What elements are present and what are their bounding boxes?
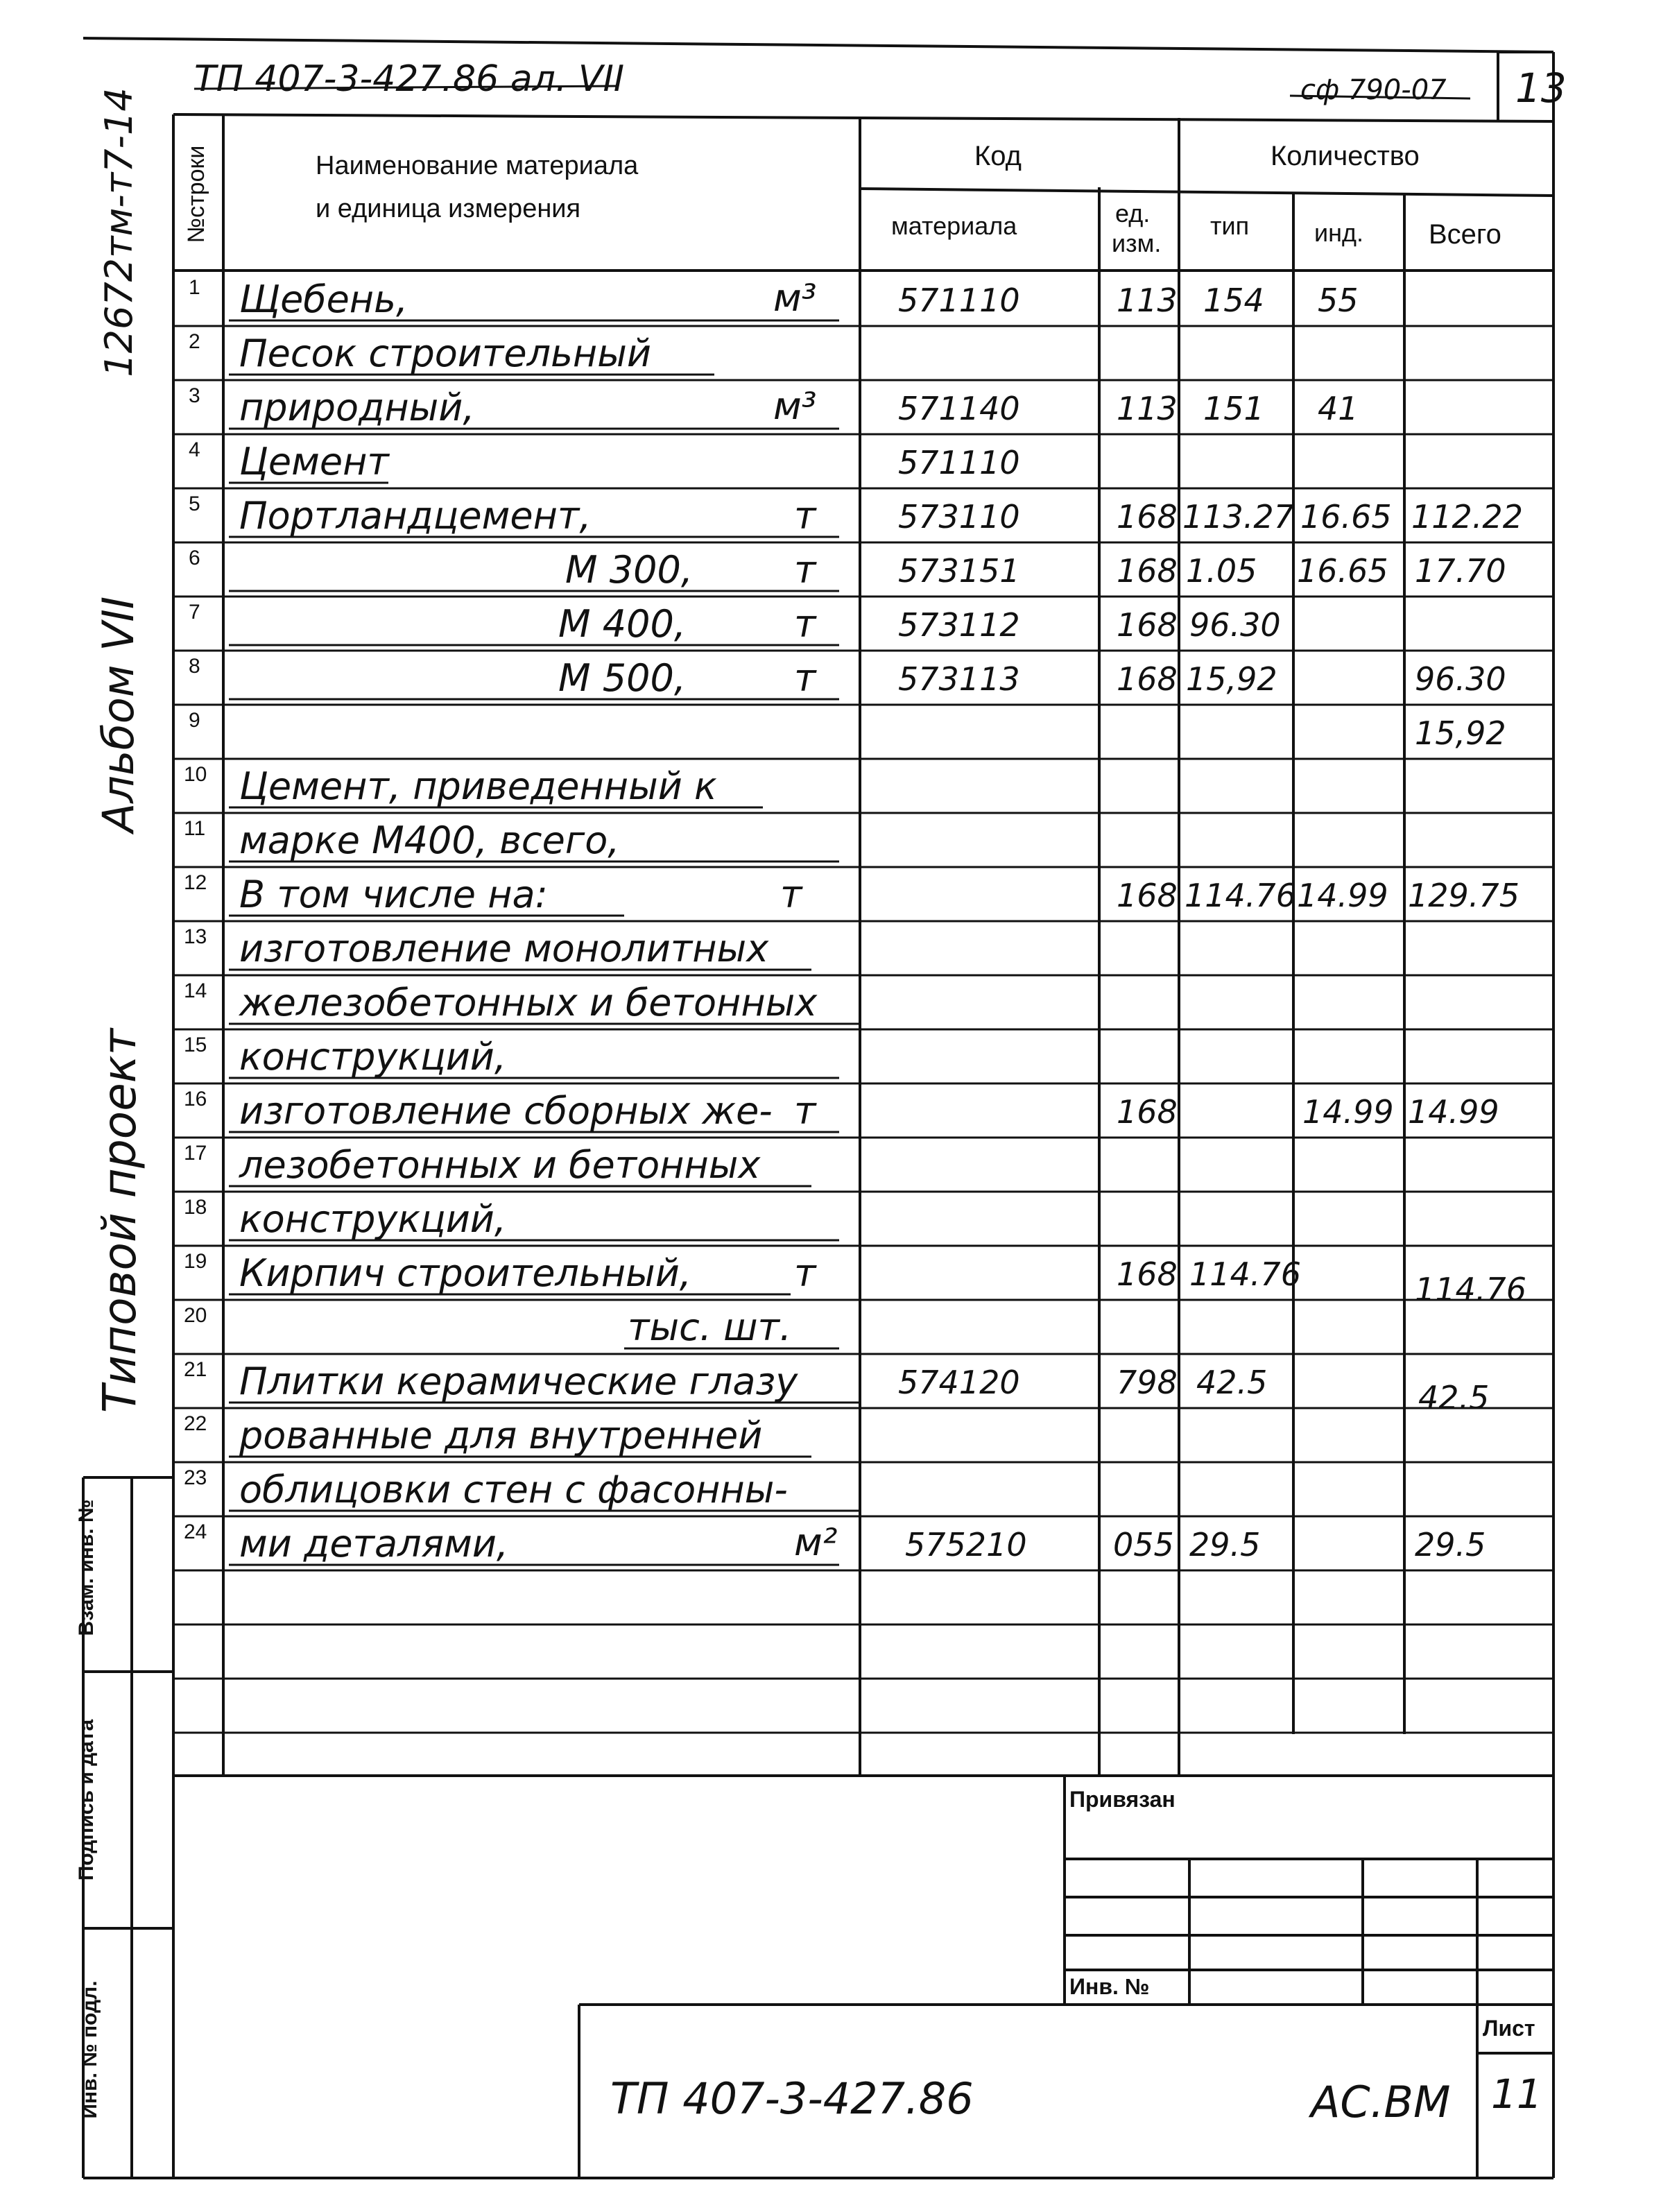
material-code: 575210 <box>905 1526 1027 1563</box>
material-code: 571110 <box>898 444 1020 481</box>
unit-label: т <box>780 873 802 916</box>
type-quantity: 29.5 <box>1189 1526 1261 1563</box>
material-name: рованные для внутренней <box>239 1414 763 1457</box>
unit-label: м² <box>794 1520 838 1564</box>
unit-code: 168 <box>1117 877 1178 914</box>
individual-quantity: 14.99 <box>1297 877 1388 914</box>
replace-inv-label: Взам. инв. № <box>75 1499 98 1636</box>
original-inv-label: Инв. № подл. <box>78 1980 101 2119</box>
unit-label: т <box>794 1089 816 1133</box>
row-number: 9 <box>189 709 200 732</box>
individual-header: инд. <box>1314 218 1363 247</box>
type-quantity: 151 <box>1203 390 1264 427</box>
material-name: природный, <box>239 386 475 429</box>
row-number: 10 <box>184 763 207 786</box>
unit-code: 168 <box>1117 660 1178 698</box>
type-quantity: 15,92 <box>1186 660 1277 698</box>
row-number: 23 <box>184 1466 207 1489</box>
unit-label: м³ <box>773 384 817 428</box>
row-number: 20 <box>184 1304 207 1327</box>
total-quantity: 96.30 <box>1415 660 1506 698</box>
row-number: 7 <box>189 601 200 624</box>
individual-quantity: 16.65 <box>1300 498 1392 535</box>
row-number: 2 <box>189 330 200 353</box>
material-name: Щебень, <box>239 277 408 321</box>
project-type-label: Типовой проект <box>93 1028 146 1414</box>
document-code: ТП 407-3-427.86 ал. VII <box>194 58 625 100</box>
material-name: облицовки стен с фасонны- <box>239 1468 788 1511</box>
total-quantity: 42.5 <box>1418 1379 1490 1416</box>
unit-code: 168 <box>1117 606 1178 644</box>
unit-label: т <box>794 494 816 538</box>
material-name: изготовление монолитных <box>239 927 769 970</box>
unit-code: 168 <box>1117 552 1178 590</box>
total-quantity: 114.76 <box>1415 1271 1526 1308</box>
sheet-number: 11 <box>1491 2070 1542 2118</box>
unit-label: т <box>794 1251 816 1295</box>
material-name: ми деталями, <box>239 1522 509 1566</box>
material-header: материала <box>891 212 1017 240</box>
album-label: Альбом VII <box>93 596 144 833</box>
sheet-label: Лист <box>1483 2016 1535 2041</box>
unit-code: 168 <box>1117 1093 1178 1131</box>
total-quantity: 14.99 <box>1408 1093 1499 1131</box>
archive-number: 12672тм-т7-14 <box>97 87 141 377</box>
row-number: 17 <box>184 1142 207 1165</box>
material-name: Цемент <box>239 440 389 483</box>
unit-label: т <box>794 548 816 592</box>
type-quantity: 96.30 <box>1189 606 1281 644</box>
code-header: Код <box>974 141 1022 171</box>
individual-quantity: 41 <box>1318 390 1359 427</box>
material-code: 573112 <box>898 606 1020 644</box>
page-number: 13 <box>1515 65 1567 112</box>
total-quantity: 17.70 <box>1415 552 1506 590</box>
row-number: 18 <box>184 1196 207 1219</box>
type-header: тип <box>1210 212 1250 240</box>
signature-date-label: Подпись и дата <box>75 1719 98 1881</box>
linked-label: Привязан <box>1069 1787 1176 1812</box>
type-quantity: 154 <box>1203 282 1264 319</box>
inv-number-label: Инв. № <box>1069 1974 1150 1999</box>
individual-quantity: 55 <box>1318 282 1359 319</box>
material-name: Портландцемент, <box>239 494 592 538</box>
row-number: 14 <box>184 979 207 1002</box>
material-name: изготовление сборных же- <box>239 1089 773 1133</box>
material-code: 571110 <box>898 282 1020 319</box>
material-name: лезобетонных и бетонных <box>239 1143 761 1187</box>
type-quantity: 114.76 <box>1185 877 1296 914</box>
unit-code: 168 <box>1117 1255 1178 1293</box>
material-code: 573151 <box>898 552 1020 590</box>
material-name: М 500, <box>558 656 686 700</box>
total-quantity: 112.22 <box>1411 498 1523 535</box>
row-number: 4 <box>189 438 200 461</box>
unit-code: 113 <box>1117 390 1178 427</box>
footer-project-code: ТП 407-3-427.86 <box>610 2073 974 2124</box>
type-quantity: 42.5 <box>1196 1364 1268 1401</box>
material-name: Песок строительный <box>239 332 651 375</box>
name-header-line2: и единица измерения <box>316 194 581 223</box>
material-name: марке М400, всего, <box>239 818 620 862</box>
quantity-header: Количество <box>1271 141 1420 171</box>
unit-code: 055 <box>1113 1526 1174 1563</box>
row-number: 24 <box>184 1520 207 1543</box>
material-name: конструкций, <box>239 1197 507 1241</box>
type-quantity: 1.05 <box>1186 552 1257 590</box>
material-name: М 400, <box>558 602 686 646</box>
material-code: 571140 <box>898 390 1020 427</box>
row-number: 1 <box>189 276 200 299</box>
row-number: 6 <box>189 547 200 569</box>
total-quantity: 15,92 <box>1415 714 1506 752</box>
row-number-header: №строки <box>183 145 209 243</box>
material-code: 573113 <box>898 660 1020 698</box>
unit-code: 798 <box>1117 1364 1178 1401</box>
material-name: Цемент, приведенный к <box>239 764 717 808</box>
name-header-line1: Наименование материала <box>316 151 639 180</box>
material-name: конструкций, <box>239 1035 507 1079</box>
material-name: железобетонных и бетонных <box>239 981 818 1024</box>
total-quantity: 129.75 <box>1408 877 1519 914</box>
individual-quantity: 14.99 <box>1302 1093 1394 1131</box>
material-code: 573110 <box>898 498 1020 535</box>
unit-code: 168 <box>1117 498 1178 535</box>
row-number: 15 <box>184 1034 207 1056</box>
row-number: 16 <box>184 1088 207 1111</box>
row-number: 12 <box>184 871 207 894</box>
row-number: 19 <box>184 1250 207 1273</box>
row-number: 13 <box>184 925 207 948</box>
row-number: 5 <box>189 492 200 515</box>
material-name: В том числе на: <box>239 873 548 916</box>
individual-quantity: 16.65 <box>1297 552 1388 590</box>
unit-label: м³ <box>773 276 817 320</box>
material-name: Кирпич строительный, <box>239 1251 691 1295</box>
total-quantity: 29.5 <box>1415 1526 1486 1563</box>
material-name: М 300, <box>565 548 693 592</box>
total-header: Всего <box>1429 219 1501 250</box>
row-number: 11 <box>184 817 206 840</box>
document-code-right: сф 790-07 <box>1300 74 1447 106</box>
type-quantity: 113.27 <box>1182 498 1294 535</box>
unit-header-line1: ед. <box>1115 199 1151 228</box>
type-quantity: 114.76 <box>1189 1255 1301 1293</box>
row-number: 22 <box>184 1412 207 1435</box>
row-number: 21 <box>184 1358 207 1381</box>
material-name: тыс. шт. <box>628 1305 792 1349</box>
row-number: 8 <box>189 655 200 678</box>
unit-code: 113 <box>1117 282 1178 319</box>
material-code: 574120 <box>898 1364 1020 1401</box>
material-name: Плитки керамические глазу <box>239 1360 798 1403</box>
unit-label: т <box>794 656 816 700</box>
unit-label: т <box>794 602 816 646</box>
unit-header-line2: изм. <box>1112 229 1162 257</box>
row-number: 3 <box>189 384 200 407</box>
footer-set-mark: АС.ВМ <box>1311 2077 1451 2127</box>
